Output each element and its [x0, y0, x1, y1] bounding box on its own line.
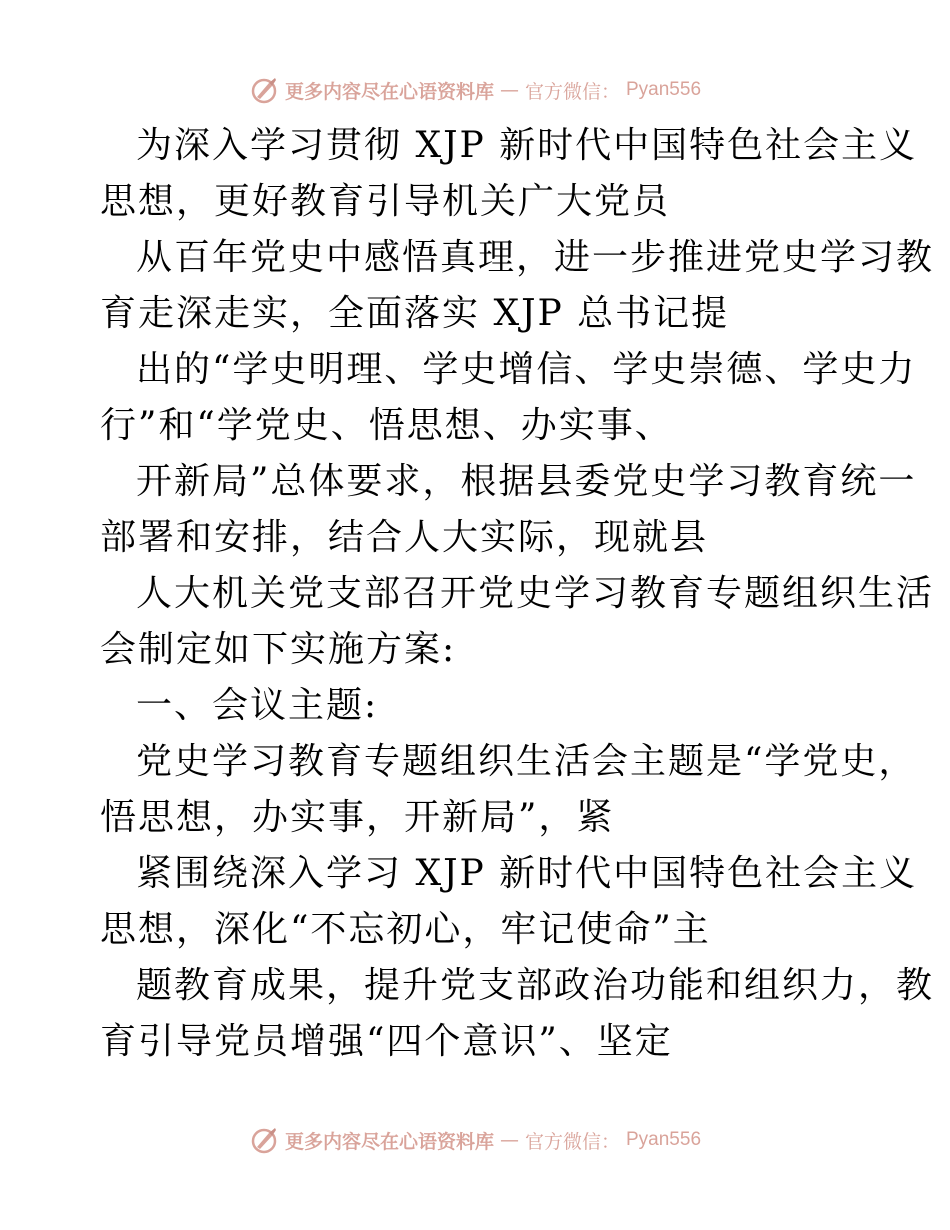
document-body	[100, 118, 935, 1070]
body-line: 思想，深化“不忘初心，牢记使命”主	[100, 909, 711, 950]
footer-separator: —	[499, 1129, 519, 1151]
body-line: 人大机关党支部召开党史学习教育专题组织生活	[136, 573, 935, 614]
header-wechat-label: 官方微信：	[524, 80, 620, 103]
footer-watermark-banner	[0, 1120, 950, 1160]
body-line: 育走深走实，全面落实 XJP 总书记提	[100, 293, 730, 334]
footer-wechat-id: Pyan556	[626, 1129, 702, 1150]
body-line: 悟思想，办实事，开新局”，紧	[100, 797, 615, 838]
body-line: 会制定如下实施方案:	[100, 629, 457, 670]
body-line: 从百年党史中感悟真理，进一步推进党史学习教	[136, 237, 935, 278]
body-line: 部署和安排，结合人大实际，现就县	[100, 517, 709, 558]
footer-wechat-label: 官方微信：	[524, 1130, 620, 1153]
quill-pen-logo-icon	[249, 75, 279, 105]
header-brand-text: 更多内容尽在心语资料库	[284, 80, 494, 103]
footer-brand-text: 更多内容尽在心语资料库	[284, 1130, 494, 1153]
body-line: 育引导党员增强“四个意识”、坚定	[100, 1021, 673, 1062]
body-line: 出的“学史明理、学史增信、学史崇德、学史力	[136, 349, 917, 390]
body-line: 行”和“学党史、悟思想、办实事、	[100, 405, 673, 446]
header-wechat-id: Pyan556	[626, 79, 702, 100]
body-line: 开新局”总体要求，根据县委党史学习教育统一	[136, 461, 917, 502]
body-line: 党史学习教育专题组织生活会主题是“学党史，	[136, 741, 917, 782]
body-line: 紧围绕深入学习 XJP 新时代中国特色社会主义	[136, 853, 918, 894]
section-heading: 一、会议主题:	[136, 685, 379, 726]
header-watermark-banner	[0, 70, 950, 110]
body-line: 为深入学习贯彻 XJP 新时代中国特色社会主义	[136, 125, 918, 166]
quill-pen-logo-icon	[249, 1125, 279, 1155]
header-separator: —	[499, 79, 519, 101]
body-line: 题教育成果，提升党支部政治功能和组织力，教	[136, 965, 935, 1006]
body-line: 思想，更好教育引导机关广大党员	[100, 181, 671, 222]
